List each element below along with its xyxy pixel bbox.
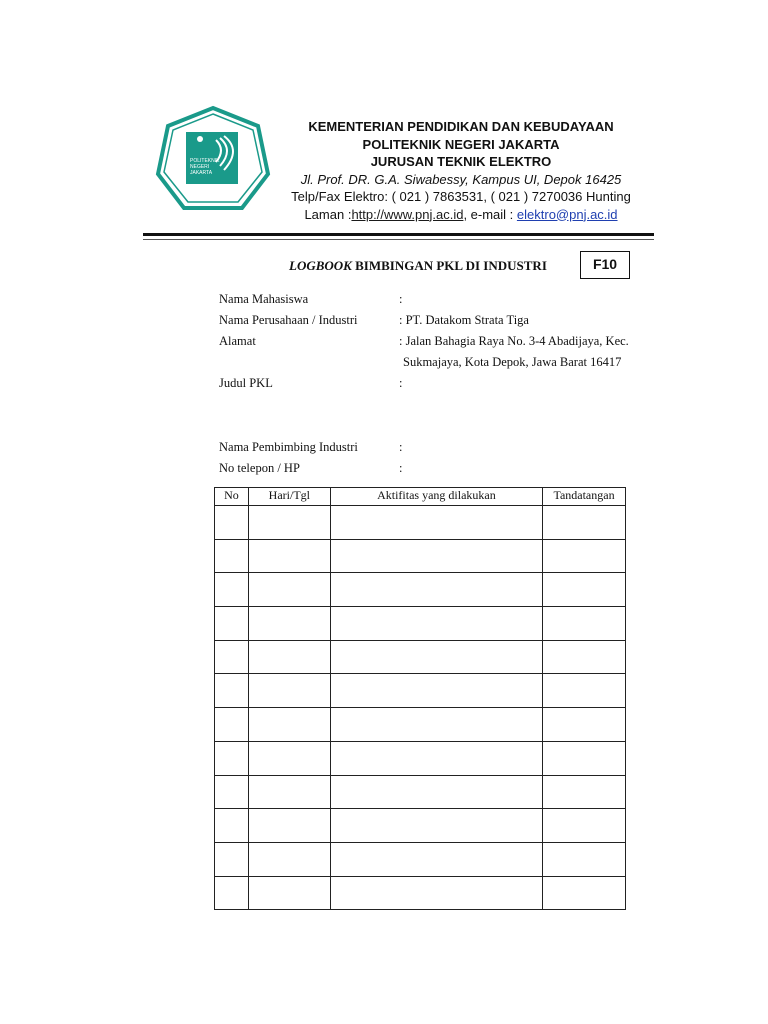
logo-text-line1: POLITEKNIK [190,158,220,164]
department-name: JURUSAN TEKNIK ELEKTRO [370,154,552,169]
cell-no [215,809,249,843]
value-nama-mahasiswa: : [399,292,403,306]
cell-hari-tgl [248,842,330,876]
header-hari-tgl: Hari/Tgl [248,488,330,506]
cell-hari-tgl [248,708,330,742]
form-code-box: F10 [580,251,630,279]
title-rest: BIMBINGAN PKL DI INDUSTRI [351,258,547,273]
header-no: No [215,488,249,506]
value-judul-pkl: : [399,376,403,390]
web-label: Laman : [304,206,352,222]
cell-tandatangan [543,809,626,843]
cell-tandatangan [543,573,626,607]
logbook-body [215,506,626,910]
cell-aktifitas [330,640,542,674]
table-row [215,640,626,674]
cell-aktifitas [330,876,542,910]
header-divider-thin [143,239,654,240]
label-telepon: No telepon / HP [219,461,300,475]
document-title [289,258,547,274]
cell-tandatangan [543,539,626,573]
cell-tandatangan [543,741,626,775]
cell-hari-tgl [248,539,330,573]
cell-no [215,506,249,540]
logo-text-line2: NEGERI [190,164,210,170]
header-aktifitas: Aktifitas yang dilakukan [330,488,542,506]
cell-tandatangan [543,842,626,876]
institution-logo [154,104,272,216]
header-divider-thick [143,233,654,236]
email-link[interactable]: elektro@pnj.ac.id [516,206,618,222]
table-row [215,539,626,573]
cell-tandatangan [543,506,626,540]
logbook-table [214,487,626,910]
cell-no [215,573,249,607]
cell-aktifitas [330,741,542,775]
cell-aktifitas [330,775,542,809]
cell-aktifitas [330,506,542,540]
cell-hari-tgl [248,674,330,708]
institution-phone: Telp/Fax Elektro: ( 021 ) 7863531, ( 021 ) 7270036 Hunting [291,189,631,204]
table-row [215,775,626,809]
cell-tandatangan [543,708,626,742]
cell-no [215,842,249,876]
cell-hari-tgl [248,741,330,775]
table-row [215,506,626,540]
cell-hari-tgl [248,775,330,809]
table-row [215,607,626,641]
title-italic: LOGBOOK [289,258,352,273]
cell-no [215,674,249,708]
cell-aktifitas [330,607,542,641]
cell-aktifitas [330,842,542,876]
value-pembimbing: : [399,440,403,454]
institution-address: Jl. Prof. DR. G.A. Siwabessy, Kampus UI, Depok 16425 [300,171,622,187]
table-row [215,674,626,708]
cell-hari-tgl [248,573,330,607]
table-row [215,876,626,910]
logo-text-line3: JAKARTA [190,170,213,176]
cell-aktifitas [330,809,542,843]
ministry-name: KEMENTERIAN PENDIDIKAN DAN KEBUDAYAAN [308,119,614,134]
cell-no [215,741,249,775]
label-pembimbing: Nama Pembimbing Industri [219,440,358,454]
value-nama-perusahaan: : PT. Datakom Strata Tiga [399,313,529,327]
cell-no [215,640,249,674]
label-judul-pkl: Judul PKL [219,376,273,390]
cell-no [215,539,249,573]
institution-name: POLITEKNIK NEGERI JAKARTA [362,136,560,152]
table-row [215,708,626,742]
value-alamat: : Jalan Bahagia Raya No. 3-4 Abadijaya, Kec. [399,334,629,348]
label-nama-mahasiswa: Nama Mahasiswa [219,292,309,306]
label-alamat: Alamat [219,334,256,348]
letterhead [268,118,654,223]
web-email-line [268,206,654,224]
table-row [215,809,626,843]
table-row [215,741,626,775]
cell-hari-tgl [248,809,330,843]
cell-no [215,708,249,742]
cell-tandatangan [543,775,626,809]
website-link[interactable]: http://www.pnj.ac.id [351,206,464,222]
cell-aktifitas [330,708,542,742]
cell-tandatangan [543,876,626,910]
cell-hari-tgl [248,876,330,910]
cell-hari-tgl [248,640,330,674]
table-row [215,842,626,876]
cell-tandatangan [543,640,626,674]
value-alamat-cont: Sukmajaya, Kota Depok, Jawa Barat 16417 [403,355,622,369]
cell-aktifitas [330,539,542,573]
cell-tandatangan [543,607,626,641]
cell-no [215,775,249,809]
value-telepon: : [399,461,403,475]
cell-hari-tgl [248,506,330,540]
cell-aktifitas [330,573,542,607]
table-row [215,573,626,607]
cell-hari-tgl [248,607,330,641]
label-nama-perusahaan: Nama Perusahaan / Industri [219,313,358,327]
cell-aktifitas [330,674,542,708]
cell-no [215,876,249,910]
cell-tandatangan [543,674,626,708]
email-label: , e-mail : [463,206,517,222]
cell-no [215,607,249,641]
header-tandatangan: Tandatangan [543,488,626,506]
table-header-row [215,488,626,506]
